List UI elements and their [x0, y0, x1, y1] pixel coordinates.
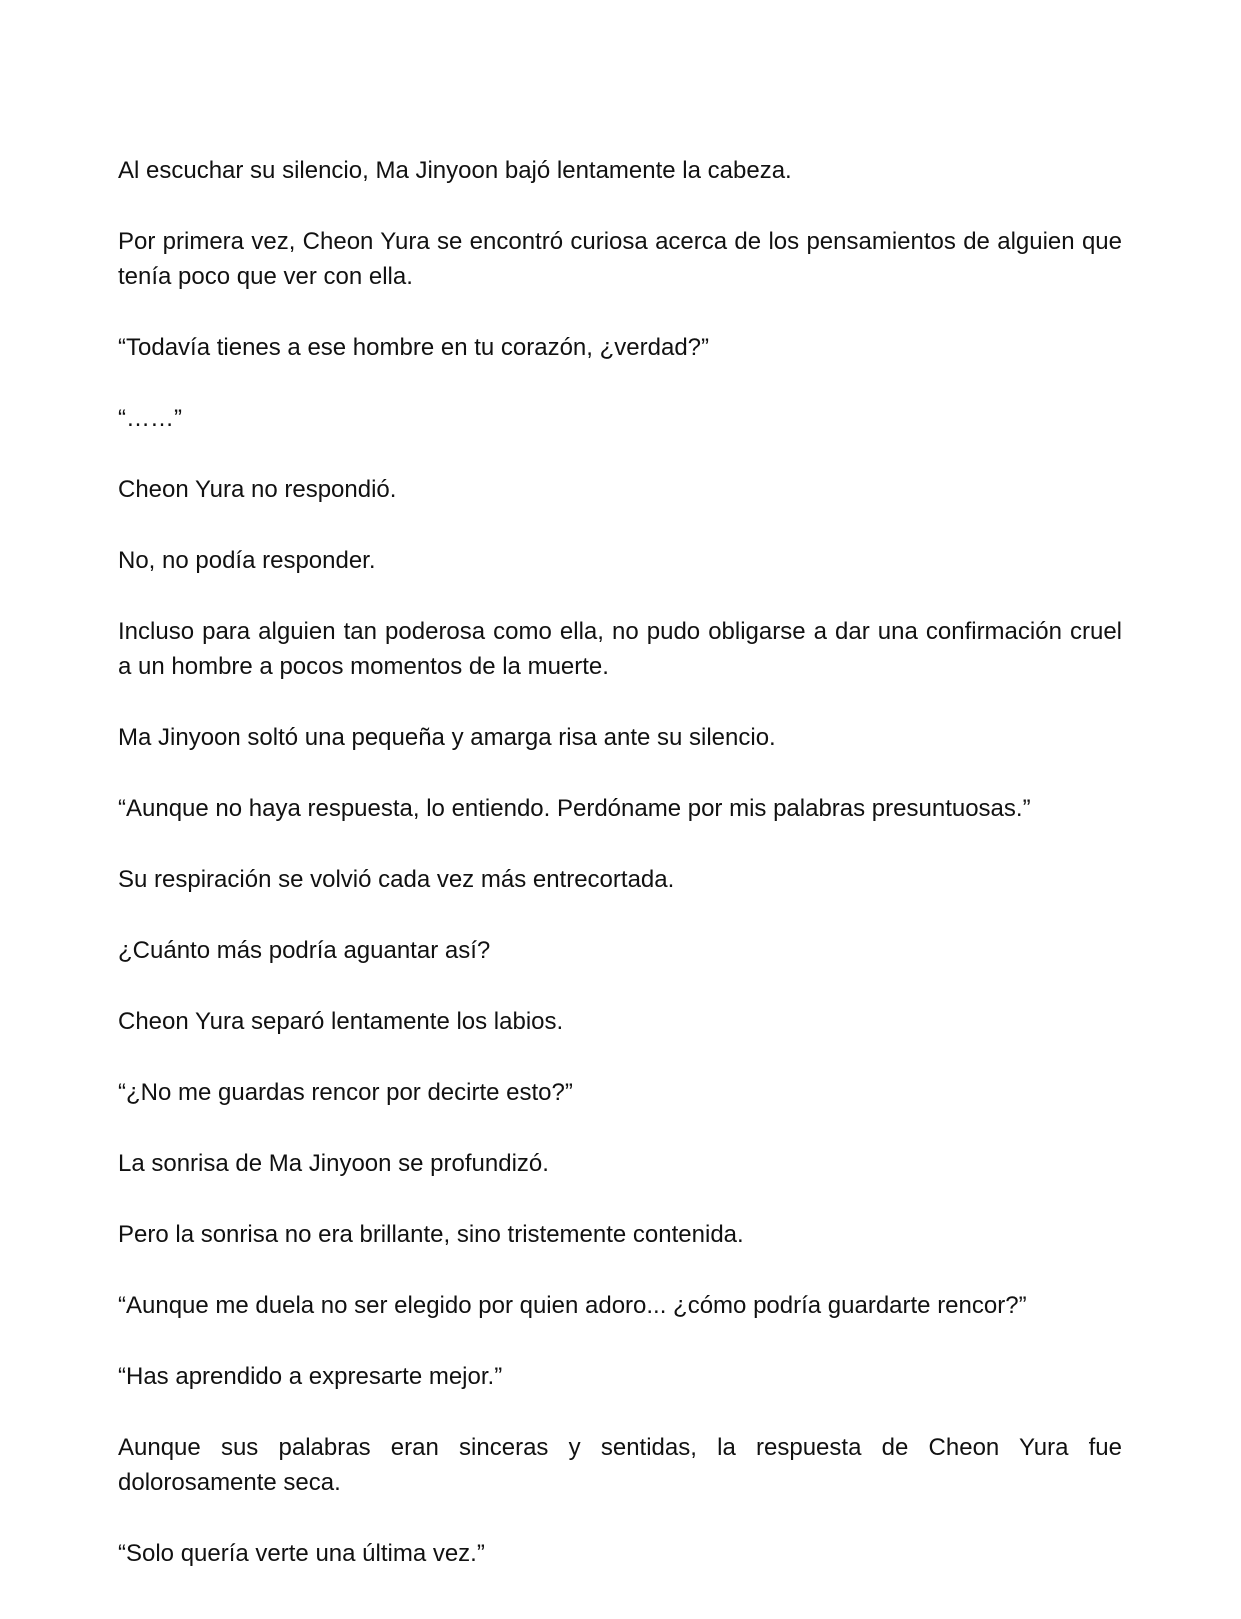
- paragraph: “Aunque no haya respuesta, lo entiendo. Perdóname por mis palabras presuntuosas.”: [118, 795, 1031, 822]
- paragraph: “Aunque me duela no ser elegido por quien adoro... ¿cómo podría guardarte rencor?”: [118, 1292, 1027, 1319]
- paragraph: “Todavía tienes a ese hombre en tu corazón, ¿verdad?”: [118, 334, 709, 361]
- paragraph: Aunque sus palabras eran sinceras y sentidas, la respuesta de Cheon Yura fue dolorosamente seca.: [118, 1434, 1122, 1496]
- paragraph: ¿Cuánto más podría aguantar así?: [118, 937, 491, 964]
- paragraph: Cheon Yura separó lentamente los labios.: [118, 1008, 564, 1035]
- paragraph: “Has aprendido a expresarte mejor.”: [118, 1363, 503, 1390]
- document-body: [118, 153, 1122, 1607]
- paragraph: “¿No me guardas rencor por decirte esto?”: [118, 1079, 573, 1106]
- paragraph: “……”: [118, 405, 182, 432]
- paragraph: “Solo quería verte una última vez.”: [118, 1540, 485, 1567]
- paragraph: Cheon Yura no respondió.: [118, 476, 397, 503]
- paragraph: Al escuchar su silencio, Ma Jinyoon bajó lentamente la cabeza.: [118, 157, 792, 184]
- paragraph: Incluso para alguien tan poderosa como ella, no pudo obligarse a dar una confirmación cruel a un hombre a pocos momentos de la muerte.: [118, 618, 1122, 680]
- paragraph: Su respiración se volvió cada vez más entrecortada.: [118, 866, 675, 893]
- paragraph: La sonrisa de Ma Jinyoon se profundizó.: [118, 1150, 549, 1177]
- paragraph: Por primera vez, Cheon Yura se encontró curiosa acerca de los pensamientos de alguien que tenía poco que ver con ella.: [118, 228, 1122, 290]
- paragraph: No, no podía responder.: [118, 547, 376, 574]
- paragraph: Pero la sonrisa no era brillante, sino tristemente contenida.: [118, 1221, 744, 1248]
- paragraph: Ma Jinyoon soltó una pequeña y amarga risa ante su silencio.: [118, 724, 776, 751]
